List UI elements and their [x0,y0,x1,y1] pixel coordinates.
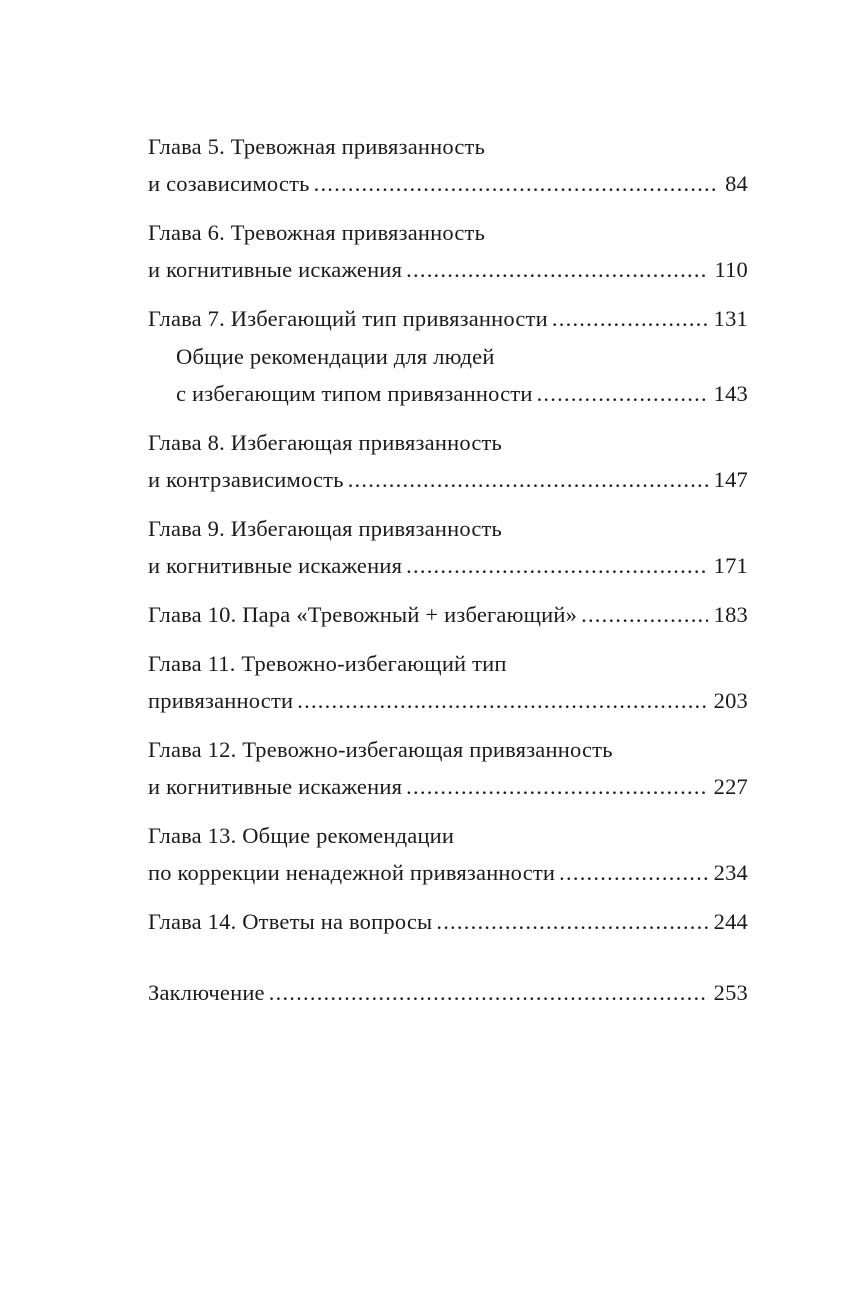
toc-entry-title-line: Глава 9. Избегающая привязанность [148,516,503,541]
toc-entry-chapter-8 [148,424,748,498]
dot-leader [269,974,708,1011]
dot-leader [559,854,707,891]
toc-entry-last-line [148,596,748,633]
toc-page-number: 131 [713,306,748,331]
dot-leader [552,300,708,337]
toc-entry-title-line: и когнитивные искажения [148,257,403,282]
toc-entry-title-line: Глава 10. Пара «Тревожный + избегающий» [148,602,578,627]
toc-page-number: 244 [713,909,748,934]
toc-page-number: 203 [713,688,748,713]
toc-entry-title-line: Глава 5. Тревожная привязанность [148,134,486,159]
dot-leader [581,596,708,633]
toc-entry-chapter-11 [148,645,748,719]
toc-entry-last-line [148,903,748,940]
toc-entry-last-line [148,854,748,891]
toc-entry-title-line: привязанности [148,688,294,713]
toc-page-number: 183 [713,602,748,627]
dot-leader [537,375,708,412]
toc-entry-title-line: и когнитивные искажения [148,553,403,578]
toc-entry-title-line: Глава 8. Избегающая привязанность [148,430,503,455]
toc-entry-chapter-14 [148,903,748,940]
toc-entry-last-line [148,768,748,805]
dot-leader [406,251,708,288]
dot-leader [406,768,707,805]
toc-entry-chapter-9 [148,510,748,584]
toc-entry-title-line: и когнитивные искажения [148,774,403,799]
toc-entry-title-line: Глава 14. Ответы на вопросы [148,909,433,934]
toc-page-number: 84 [725,171,748,196]
toc-page-number: 227 [713,774,748,799]
dot-leader [348,461,708,498]
toc-entry-title-line: Глава 11. Тревожно-избегающий тип [148,651,507,676]
toc-entry-last-line [148,547,748,584]
toc-page-number: 143 [713,381,748,406]
toc-page-number: 171 [713,553,748,578]
toc-entry-subsection [148,338,748,412]
toc-entry-last-line [148,461,748,498]
toc-entry-conclusion [148,974,748,1011]
toc-entry-chapter-13 [148,817,748,891]
table-of-contents [148,128,748,1011]
toc-entry-title-line: Глава 12. Тревожно-избегающая привязанность [148,737,613,762]
toc-entry-chapter-6 [148,214,748,288]
dot-leader [406,547,707,584]
toc-entry-title-line: Общие рекомендации для людей [176,344,495,369]
toc-entry-title-line: Глава 7. Избегающий тип привязанности [148,306,548,331]
toc-page-number: 234 [713,860,748,885]
dot-leader [297,682,707,719]
toc-entry-title-line: Глава 6. Тревожная привязанность [148,220,486,245]
toc-entry-title-line: по коррекции ненадежной привязанности [148,860,556,885]
toc-page-number: 147 [713,467,748,492]
toc-page-number: 253 [713,980,748,1005]
toc-entry-title-line: и контрзависимость [148,467,344,492]
toc-entry-chapter-5 [148,128,748,202]
toc-entry-title-line: и созависимость [148,171,310,196]
toc-entry-chapter-12 [148,731,748,805]
toc-entry-last-line [148,974,748,1011]
toc-page-number: 110 [714,257,748,282]
toc-entry-chapter-7 [148,300,748,337]
toc-entry-last-line [148,165,748,202]
toc-entry-title-line: Глава 13. Общие рекомендации [148,823,455,848]
toc-entry-title-line: с избегающим типом привязанности [176,381,533,406]
toc-entry-last-line [148,251,748,288]
toc-entry-last-line [148,300,748,337]
toc-entry-last-line [176,375,748,412]
toc-entry-title-line: Заключение [148,980,265,1005]
toc-entry-chapter-10 [148,596,748,633]
dot-leader [314,165,719,202]
toc-entry-last-line [148,682,748,719]
dot-leader [436,903,707,940]
